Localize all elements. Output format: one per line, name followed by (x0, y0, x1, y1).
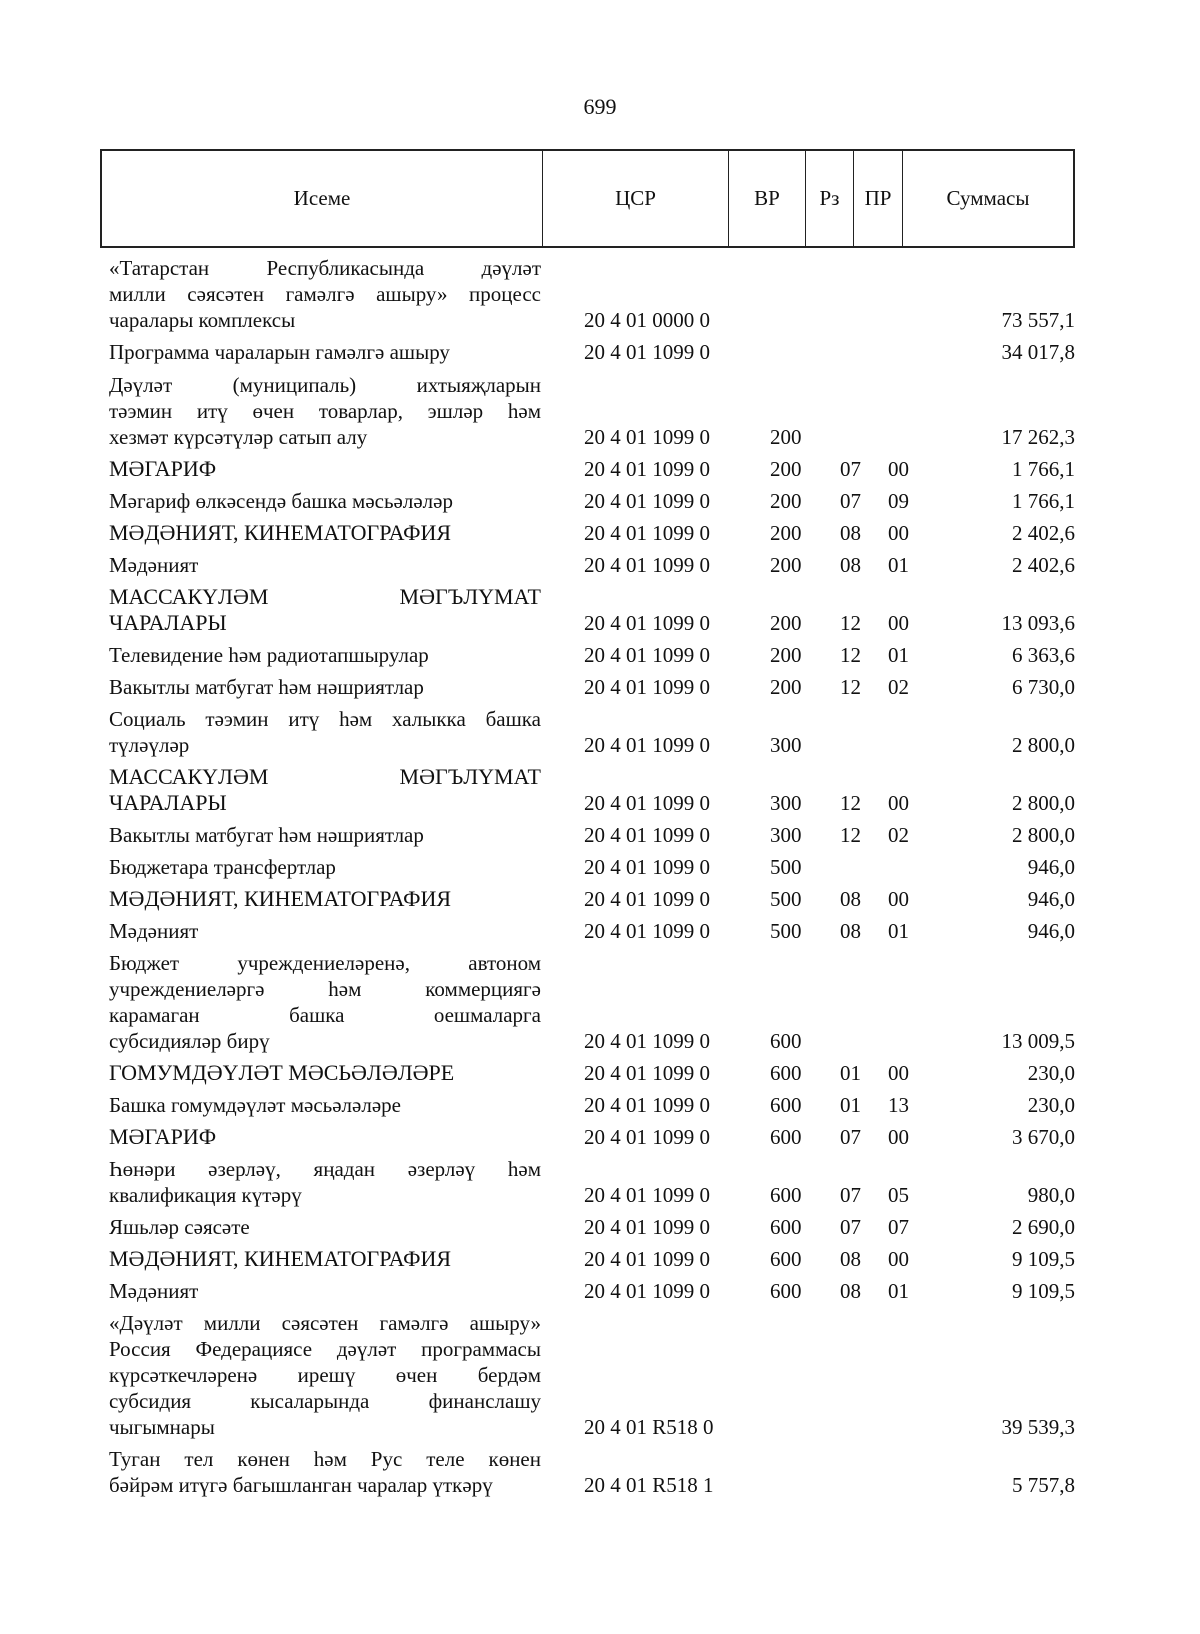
row-name (109, 1310, 541, 1440)
row-name-line: Бюджетара трансфертлар (109, 855, 336, 879)
row-sum: 39 539,3 (1001, 1415, 1075, 1439)
row-rz: 12 (840, 791, 861, 815)
table-row (0, 700, 1200, 758)
row-name-line: милли сәясәтен гамәлгә ашыру» процесс (109, 282, 541, 306)
row-name-line: Һөнәри әзерләү, яңадан әзерләү һәм (109, 1157, 541, 1181)
table-row (0, 1240, 1200, 1272)
row-name-line: Туган тел көнен һәм Рус теле көнен (109, 1447, 541, 1471)
row-name-line: күрсәткечләренә ирешү өчен бердәм (109, 1363, 541, 1387)
table-row (0, 1086, 1200, 1118)
table-row (0, 758, 1200, 816)
row-csr: 20 4 01 1099 0 (584, 733, 710, 757)
row-rz: 07 (840, 457, 861, 481)
row-name (109, 488, 541, 514)
row-rz: 08 (840, 521, 861, 545)
row-vr: 600 (770, 1183, 802, 1207)
row-csr: 20 4 01 1099 0 (584, 489, 710, 513)
row-vr: 600 (770, 1279, 802, 1303)
row-rz: 07 (840, 489, 861, 513)
row-name (109, 456, 541, 482)
row-name-line: бәйрәм итүгә багышланган чаралар үткәрү (109, 1473, 493, 1497)
row-name (109, 918, 541, 944)
row-name (109, 674, 541, 700)
table-row (0, 1150, 1200, 1208)
row-name-line: Яшьләр сәясәте (109, 1215, 250, 1239)
row-csr: 20 4 01 1099 0 (584, 425, 710, 449)
row-sum: 2 800,0 (1012, 823, 1075, 847)
row-rz: 01 (840, 1061, 861, 1085)
row-name-line: тәэмин итү өчен товарлар, эшләр һәм (109, 399, 541, 423)
row-pr: 09 (888, 489, 909, 513)
row-name-line: Дәүләт (муниципаль) ихтыяҗларын (109, 373, 541, 397)
row-pr: 01 (888, 1279, 909, 1303)
row-name (109, 950, 541, 1054)
row-sum: 2 800,0 (1012, 733, 1075, 757)
row-pr: 00 (888, 521, 909, 545)
row-name (109, 1278, 541, 1304)
row-sum: 5 757,8 (1012, 1473, 1075, 1497)
row-sum: 946,0 (1027, 855, 1075, 879)
row-csr: 20 4 01 1099 0 (584, 1183, 710, 1207)
row-sum: 946,0 (1027, 887, 1075, 911)
row-sum: 980,0 (1027, 1183, 1075, 1207)
row-pr: 07 (888, 1215, 909, 1239)
row-name (109, 339, 541, 365)
row-name-line: түләүләр (109, 733, 190, 757)
row-name-line: МӘДӘНИЯТ, КИНЕМАТОГРАФИЯ (109, 1246, 452, 1271)
row-csr: 20 4 01 1099 0 (584, 675, 710, 699)
row-name-line: учреждениеләргә һәм коммерциягә (109, 977, 541, 1001)
row-sum: 1 766,1 (1012, 457, 1075, 481)
row-sum: 2 402,6 (1012, 553, 1075, 577)
row-name (109, 886, 541, 912)
table-row (0, 668, 1200, 700)
row-csr: 20 4 01 1099 0 (584, 643, 710, 667)
row-csr: 20 4 01 1099 0 (584, 611, 710, 635)
row-name (109, 1246, 541, 1272)
table-row (0, 546, 1200, 578)
row-name-line: «Татарстан Республикасында дәүләт (109, 256, 541, 280)
row-vr: 600 (770, 1061, 802, 1085)
table-row (0, 912, 1200, 944)
column-header-rz: Рз (806, 151, 854, 246)
row-csr: 20 4 01 1099 0 (584, 457, 710, 481)
row-pr: 00 (888, 1247, 909, 1271)
row-rz: 07 (840, 1125, 861, 1149)
row-csr: 20 4 01 1099 0 (584, 1215, 710, 1239)
row-name-line: «Дәүләт милли сәясәтен гамәлгә ашыру» (109, 1311, 541, 1335)
row-rz: 12 (840, 675, 861, 699)
row-name-line: ЧАРАЛАРЫ (109, 610, 227, 635)
row-vr: 600 (770, 1093, 802, 1117)
row-vr: 300 (770, 823, 802, 847)
row-pr: 01 (888, 643, 909, 667)
row-sum: 3 670,0 (1012, 1125, 1075, 1149)
table-row (0, 248, 1200, 333)
row-name-line: Программа чараларын гамәлгә ашыру (109, 340, 450, 364)
row-name-line: МАССАКҮЛӘМ МӘГЪЛҮМАТ (109, 584, 541, 609)
row-pr: 02 (888, 823, 909, 847)
row-name-line: Мәдәният (109, 919, 199, 943)
row-vr: 500 (770, 887, 802, 911)
row-name (109, 854, 541, 880)
row-name-line: чаралары комплексы (109, 308, 296, 332)
row-vr: 500 (770, 855, 802, 879)
row-name (109, 642, 541, 668)
row-vr: 200 (770, 643, 802, 667)
row-csr: 20 4 01 1099 0 (584, 1247, 710, 1271)
row-csr: 20 4 01 1099 0 (584, 1093, 710, 1117)
row-csr: 20 4 01 R518 0 (584, 1415, 714, 1439)
row-pr: 00 (888, 791, 909, 815)
row-name-line: ЧАРАЛАРЫ (109, 790, 227, 815)
table-row (0, 880, 1200, 912)
row-name (109, 372, 541, 450)
row-name-line: МАССАКҮЛӘМ МӘГЪЛҮМАТ (109, 764, 541, 789)
row-pr: 02 (888, 675, 909, 699)
row-name (109, 1446, 541, 1498)
row-sum: 6 363,6 (1012, 643, 1075, 667)
row-name-line: Мәдәният (109, 1279, 199, 1303)
row-pr: 01 (888, 553, 909, 577)
table-row (0, 848, 1200, 880)
row-sum: 2 402,6 (1012, 521, 1075, 545)
row-rz: 08 (840, 1247, 861, 1271)
row-name-line: чыгымнары (109, 1415, 215, 1439)
row-vr: 200 (770, 521, 802, 545)
row-rz: 12 (840, 643, 861, 667)
row-csr: 20 4 01 1099 0 (584, 1125, 710, 1149)
row-vr: 200 (770, 611, 802, 635)
table-row (0, 514, 1200, 546)
row-rz: 08 (840, 1279, 861, 1303)
row-sum: 73 557,1 (1001, 308, 1075, 332)
row-sum: 230,0 (1027, 1061, 1075, 1085)
row-vr: 200 (770, 553, 802, 577)
page-number: 699 (583, 94, 617, 119)
row-name-line: Мәгариф өлкәсендә башка мәсьәләләр (109, 489, 453, 513)
column-header-name: Исеме (102, 151, 543, 246)
row-vr: 200 (770, 457, 802, 481)
row-name (109, 584, 541, 636)
row-pr: 00 (888, 1061, 909, 1085)
row-name-line: Вакытлы матбугат һәм нәшриятлар (109, 675, 424, 699)
row-name-line: Мәдәният (109, 553, 199, 577)
table-row (0, 816, 1200, 848)
row-pr: 00 (888, 611, 909, 635)
row-rz: 07 (840, 1215, 861, 1239)
row-name-line: МӘДӘНИЯТ, КИНЕМАТОГРАФИЯ (109, 886, 452, 911)
row-vr: 200 (770, 675, 802, 699)
table-row (0, 365, 1200, 450)
row-sum: 34 017,8 (1001, 340, 1075, 364)
row-sum: 6 730,0 (1012, 675, 1075, 699)
table-row (0, 1304, 1200, 1440)
table-row (0, 1208, 1200, 1240)
row-pr: 05 (888, 1183, 909, 1207)
row-name-line: Башка гомумдәүләт мәсьәләләре (109, 1093, 401, 1117)
row-name-line: Бюджет учреждениеләренә, автоном (109, 951, 541, 975)
row-sum: 230,0 (1027, 1093, 1075, 1117)
column-header-vr: ВР (729, 151, 806, 246)
row-pr: 01 (888, 919, 909, 943)
table-row (0, 1272, 1200, 1304)
row-sum: 17 262,3 (1001, 425, 1075, 449)
row-rz: 12 (840, 823, 861, 847)
row-csr: 20 4 01 1099 0 (584, 553, 710, 577)
row-vr: 600 (770, 1215, 802, 1239)
row-name-line: МӘГАРИФ (109, 456, 217, 481)
row-name-line: Россия Федерациясе дәүләт программасы (109, 1337, 541, 1361)
row-name (109, 1060, 541, 1086)
row-name (109, 1092, 541, 1118)
row-rz: 07 (840, 1183, 861, 1207)
table-row (0, 1054, 1200, 1086)
row-name (109, 1124, 541, 1150)
row-csr: 20 4 01 R518 1 (584, 1473, 714, 1497)
row-sum: 946,0 (1027, 919, 1075, 943)
row-csr: 20 4 01 1099 0 (584, 823, 710, 847)
row-sum: 2 690,0 (1012, 1215, 1075, 1239)
row-name-line: субсидияләр бирү (109, 1029, 270, 1053)
row-vr: 300 (770, 791, 802, 815)
row-name (109, 520, 541, 546)
row-name (109, 706, 541, 758)
table-row (0, 578, 1200, 636)
table-header (100, 149, 1075, 248)
row-sum: 9 109,5 (1012, 1279, 1075, 1303)
row-csr: 20 4 01 1099 0 (584, 855, 710, 879)
row-name (109, 552, 541, 578)
row-name-line: МӘДӘНИЯТ, КИНЕМАТОГРАФИЯ (109, 520, 452, 545)
row-sum: 13 009,5 (1001, 1029, 1075, 1053)
row-sum: 2 800,0 (1012, 791, 1075, 815)
table-row (0, 636, 1200, 668)
row-csr: 20 4 01 1099 0 (584, 887, 710, 911)
row-csr: 20 4 01 1099 0 (584, 521, 710, 545)
row-name-line: хезмәт күрсәтүләр сатып алу (109, 425, 368, 449)
row-csr: 20 4 01 1099 0 (584, 791, 710, 815)
row-rz: 01 (840, 1093, 861, 1117)
row-vr: 200 (770, 489, 802, 513)
row-name-line: ГОМУМДӘҮЛӘТ МӘСЬӘЛӘЛӘРЕ (109, 1060, 455, 1085)
row-csr: 20 4 01 1099 0 (584, 340, 710, 364)
table-row (0, 944, 1200, 1054)
row-vr: 600 (770, 1125, 802, 1149)
row-pr: 13 (888, 1093, 909, 1117)
column-header-pr: ПР (854, 151, 903, 246)
row-sum: 9 109,5 (1012, 1247, 1075, 1271)
table-row (0, 482, 1200, 514)
row-name-line: МӘГАРИФ (109, 1124, 217, 1149)
row-vr: 200 (770, 425, 802, 449)
row-name (109, 764, 541, 816)
table-body (0, 248, 1200, 1498)
column-header-csr: ЦСР (543, 151, 729, 246)
row-name-line: Телевидение һәм радиотапшырулар (109, 643, 429, 667)
row-vr: 600 (770, 1029, 802, 1053)
row-pr: 00 (888, 887, 909, 911)
row-name-line: субсидия кысаларында финанслашу (109, 1389, 541, 1413)
table-row (0, 1440, 1200, 1498)
row-name-line: карамаган башка оешмаларга (109, 1003, 541, 1027)
table-row (0, 333, 1200, 365)
row-name (109, 1214, 541, 1240)
row-pr: 00 (888, 457, 909, 481)
row-vr: 500 (770, 919, 802, 943)
row-name-line: Социаль тәэмин итү һәм халыкка башка (109, 707, 541, 731)
row-rz: 08 (840, 919, 861, 943)
row-name (109, 255, 541, 333)
row-csr: 20 4 01 1099 0 (584, 1279, 710, 1303)
row-rz: 08 (840, 887, 861, 911)
row-sum: 13 093,6 (1001, 611, 1075, 635)
row-rz: 12 (840, 611, 861, 635)
row-name-line: Вакытлы матбугат һәм нәшриятлар (109, 823, 424, 847)
row-rz: 08 (840, 553, 861, 577)
column-header-sum: Суммасы (946, 186, 1030, 210)
row-vr: 300 (770, 733, 802, 757)
row-csr: 20 4 01 1099 0 (584, 1029, 710, 1053)
row-name (109, 822, 541, 848)
row-name-line: квалификация күтәрү (109, 1183, 302, 1207)
table-row (0, 1118, 1200, 1150)
row-name (109, 1156, 541, 1208)
row-csr: 20 4 01 0000 0 (584, 308, 710, 332)
row-csr: 20 4 01 1099 0 (584, 1061, 710, 1085)
row-pr: 00 (888, 1125, 909, 1149)
table-row (0, 450, 1200, 482)
row-sum: 1 766,1 (1012, 489, 1075, 513)
row-csr: 20 4 01 1099 0 (584, 919, 710, 943)
row-vr: 600 (770, 1247, 802, 1271)
